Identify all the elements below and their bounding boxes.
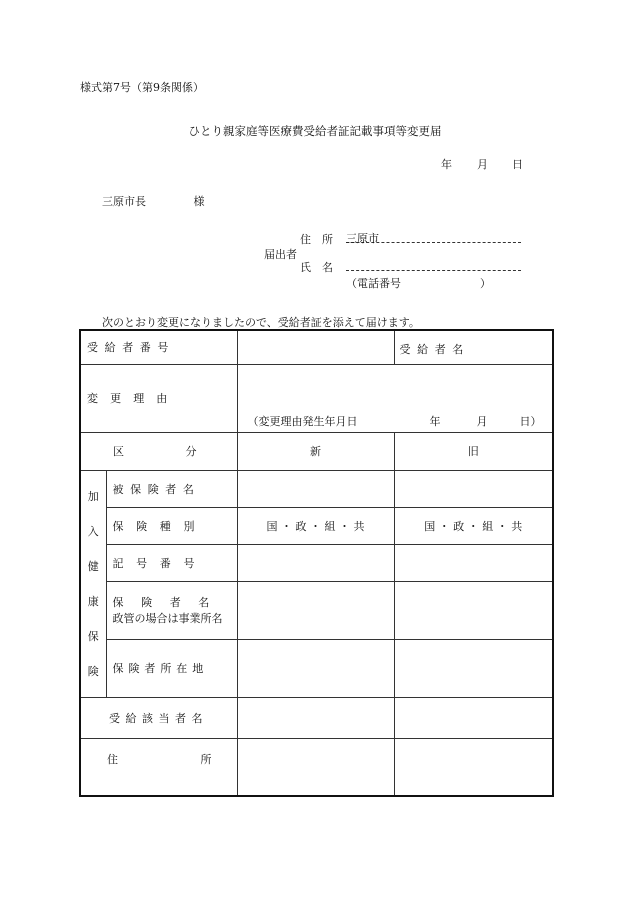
- change-reason-label: 変更理由: [87, 392, 180, 405]
- insured-name-label: 被保険者名: [112, 482, 201, 496]
- insurance-group-char-5: 保: [87, 629, 99, 643]
- insurer-name-new[interactable]: [237, 581, 394, 639]
- change-date-year: 年: [429, 414, 441, 428]
- insurance-group-char-3: 健: [87, 559, 99, 573]
- change-reason-label-cell: [80, 364, 237, 432]
- applicant-address-value: 三原市: [346, 232, 379, 245]
- symbol-number-label: 記号番号: [112, 556, 208, 570]
- page-title: ひとり親家庭等医療費受給者証記載事項等変更届: [188, 124, 442, 138]
- insurer-address-new[interactable]: [237, 639, 394, 697]
- date-day-label: 日: [512, 158, 523, 171]
- insured-name-new[interactable]: [237, 470, 394, 507]
- insurance-group-char-1: 加: [87, 489, 99, 503]
- insurance-group-char-6: 険: [87, 664, 99, 678]
- address-label-2: 所: [200, 752, 212, 766]
- eligible-name-label: 受給該当者名: [109, 711, 208, 725]
- insurer-name-note: 政管の場合は事業所名: [112, 612, 223, 625]
- insurer-address-label-cell: [106, 639, 237, 697]
- header-new: 新: [237, 432, 394, 470]
- recipient-number-label: 受給者番号: [87, 341, 175, 355]
- insurer-name-label-cell: [106, 581, 237, 639]
- change-date-label: （変更理由発生年月日: [247, 414, 358, 428]
- insurance-type-label-cell: [106, 507, 237, 544]
- addressee: [102, 193, 205, 209]
- symbol-number-old[interactable]: [394, 544, 553, 581]
- applicant-name-field[interactable]: [346, 258, 521, 271]
- applicant-phone-close: ）: [480, 277, 491, 290]
- insured-name-old[interactable]: [394, 470, 553, 507]
- change-date-month: 月: [476, 414, 488, 428]
- insurer-name-label: 保険者名: [112, 596, 227, 609]
- applicant-name-label: 氏 名: [300, 261, 333, 274]
- insurance-group-char-4: 康: [87, 594, 99, 608]
- applicant-phone-label: （電話番号: [346, 277, 401, 290]
- applicant-label: 届出者: [264, 248, 297, 261]
- insurance-group-label: [80, 470, 106, 697]
- recipient-number-label-cell: [80, 330, 237, 364]
- address-old[interactable]: [394, 738, 553, 796]
- insurance-group-char-2: 入: [87, 524, 99, 538]
- date-year-label: 年: [441, 158, 452, 171]
- insurance-type-new[interactable]: 国 ・ 政 ・ 組 ・ 共: [237, 507, 394, 544]
- recipient-number-input[interactable]: [237, 330, 394, 364]
- date-month-label: 月: [477, 158, 488, 171]
- insured-name-label-cell: [106, 470, 237, 507]
- header-category-1: 区: [113, 445, 124, 458]
- header-category-2: 分: [185, 445, 197, 458]
- header-category: [80, 432, 237, 470]
- change-date-day: 日）: [519, 414, 542, 428]
- addressee-honorific: 様: [193, 195, 205, 208]
- applicant-address-field[interactable]: [346, 230, 521, 243]
- insurer-address-old[interactable]: [394, 639, 553, 697]
- address-label-1: 住: [107, 752, 118, 766]
- applicant-address-label: 住 所: [300, 233, 333, 246]
- intro-text: 次のとおり変更になりましたので、受給者証を添えて届けます。: [102, 316, 420, 329]
- recipient-name-cell: [394, 330, 553, 364]
- address-new[interactable]: [237, 738, 394, 796]
- change-reason-input[interactable]: [237, 364, 553, 432]
- addressee-name: 三原市長: [102, 195, 146, 208]
- eligible-name-old[interactable]: [394, 697, 553, 738]
- change-form-table: [79, 329, 554, 797]
- eligible-name-label-cell: [80, 697, 237, 738]
- eligible-name-new[interactable]: [237, 697, 394, 738]
- recipient-name-label: 受給者名: [399, 343, 470, 356]
- symbol-number-label-cell: [106, 544, 237, 581]
- symbol-number-new[interactable]: [237, 544, 394, 581]
- header-old: 旧: [394, 432, 553, 470]
- insurance-type-label: 保険種別: [112, 519, 208, 533]
- insurer-address-label: 保険者所在地: [112, 662, 209, 675]
- form-number: 様式第7号（第9条関係）: [80, 81, 204, 94]
- insurance-type-old[interactable]: 国 ・ 政 ・ 組 ・ 共: [394, 507, 553, 544]
- insurer-name-old[interactable]: [394, 581, 553, 639]
- address-label-cell: [80, 738, 237, 796]
